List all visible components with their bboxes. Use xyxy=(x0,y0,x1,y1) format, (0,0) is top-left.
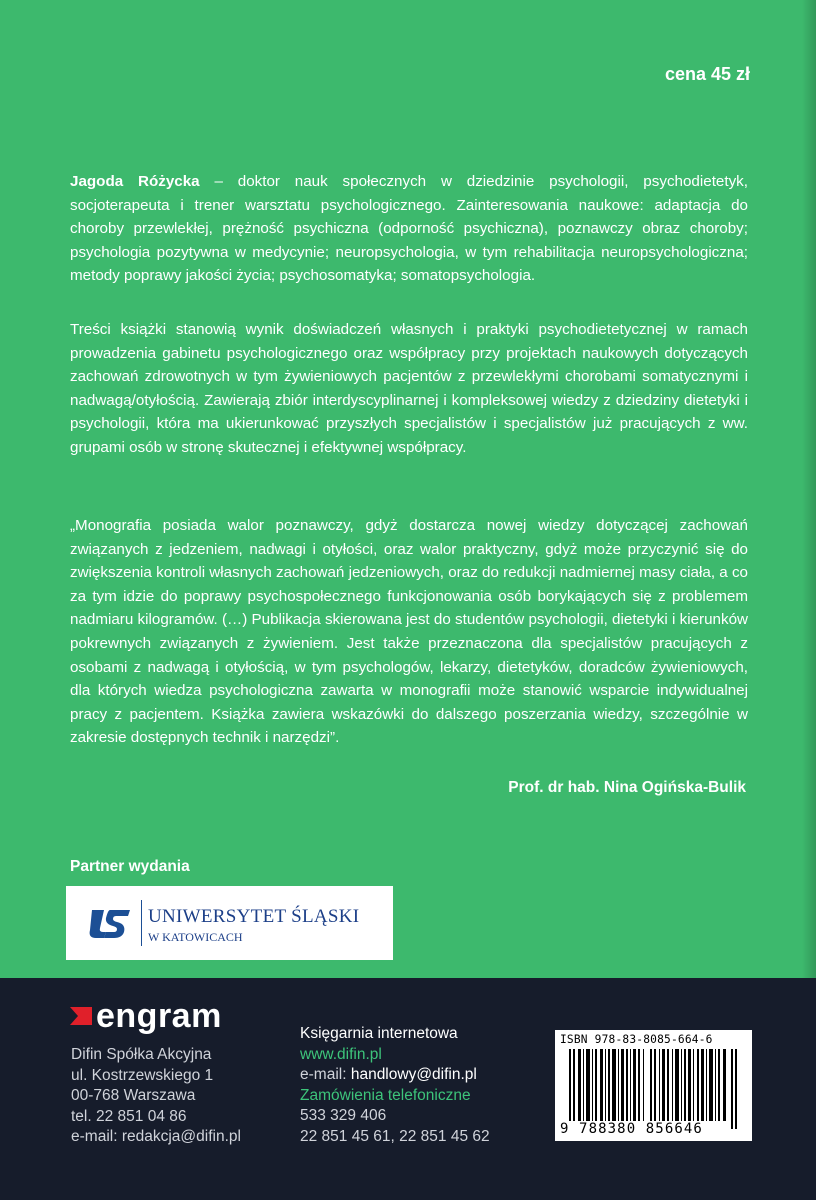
author-name: Jagoda Różycka xyxy=(70,173,200,190)
university-emblem-icon xyxy=(86,904,134,942)
phone-mobile: 533 329 406 xyxy=(300,1107,387,1124)
email-label: e-mail: xyxy=(300,1066,351,1083)
brand-name: engram xyxy=(96,996,222,1035)
email-line xyxy=(300,1065,490,1086)
address-line: Difin Spółka Akcyjna xyxy=(71,1046,212,1063)
barcode-bars xyxy=(569,1049,741,1129)
publisher-address xyxy=(71,1045,241,1148)
price-label: cena 45 zł xyxy=(664,64,750,84)
publisher-brand xyxy=(70,996,222,1036)
address-line: 00-768 Warszawa xyxy=(71,1087,196,1104)
orders-label: Zamówienia telefoniczne xyxy=(300,1086,471,1104)
partner-label: Partner wydania xyxy=(70,858,190,875)
author-bio xyxy=(70,170,748,288)
address-line: tel. 22 851 04 86 xyxy=(71,1107,187,1125)
logo-divider xyxy=(141,900,142,946)
university-logo xyxy=(66,886,393,960)
barcode-digits: 9 788380 856646 xyxy=(560,1121,703,1137)
isbn-barcode xyxy=(555,1030,752,1141)
publisher-contact xyxy=(300,1024,490,1147)
phone-landlines: 22 851 45 61, 22 851 45 62 xyxy=(300,1127,490,1145)
reviewer-signature: Prof. dr hab. Nina Ogińska-Bulik xyxy=(508,779,746,796)
website-link[interactable]: www.difin.pl xyxy=(300,1045,382,1063)
university-name: UNIWERSYTET ŚLĄSKI xyxy=(148,906,360,927)
address-line: ul. Kostrzewskiego 1 xyxy=(71,1066,214,1084)
book-description: Treści książki stanowią wynik doświadczeń własnych i praktyki psychodietetycznej w ramach prowadzenia gabinetu psychologicznego oraz współpracy przy projektach naukowych dotyczących zachowań zdrowotnych w tym żywieniowych pacjentów z przewlekłymi chorobami somatycznymi i nadwagą/otyłością. Zawierają zbiór interdyscyplinarnej i kompleksowej wiedzy z dziedziny dietetyki i psychologii, która ma ukierunkować przyszłych specjalistów i specjalistów już pracujących z ww. grupami osób w stronę skutecznej i efektywnej współpracy. xyxy=(70,321,748,456)
engram-logo-icon xyxy=(70,1005,92,1027)
address-line: e-mail: redakcja@difin.pl xyxy=(71,1128,241,1145)
bookstore-label: Księgarnia internetowa xyxy=(300,1025,458,1042)
review-quote: „Monografia posiada walor poznawczy, gdyż dostarcza nowej wiedzy dotyczącej zachowań związanych z jedzeniem, nadwagi i otyłości, oraz walor praktyczny, gdyż może przyczynić się do zwiększenia kontroli własnych zachowań jedzeniowych, oraz do redukcji nadmiernej masy ciała, a co za tym idzie do poprawy psychospołecznego funkcjonowania osób borykających się z problemem nadmiaru kilogramów. (…) Publikacja skierowana jest do studentów psychologii, dietetyki i kierunków pokrewnych związanych z żywieniem. Jest także przeznaczona dla specjalistów pracujących z osobami z nadwagą i otyłością, w tym psychologów, lekarzy, dietetyków, doradców żywieniowych, dla których wiedza psychologiczna zawarta w monografii może stanowić wsparcie indywidualnej pracy z pacjentem. Książka zawiera wskazówki do dalszego poszerzania wiedzy, szczególnie w zakresie dostępnych technik i narzędzi”. xyxy=(70,517,748,747)
email-link[interactable]: handlowy@difin.pl xyxy=(350,1066,477,1083)
author-bio-text: – doktor nauk społecznych w dziedzinie psychologii, psychodietetyk, socjoterapeuta i trener warsztatu psychologicznego. Zainteresowania naukowe: adaptacja do choroby przewlekłej, prężność psychiczna (odporność psychiczna), poznawczy obraz choroby; psychologia pozytywna w medycynie; neuropsychologia, w tym rehabilitacja neuropsychologiczna; metody poprawy jakości życia; psychosomatyka; somatopsychologia. xyxy=(70,173,748,285)
university-city: W KATOWICACH xyxy=(148,930,243,944)
isbn-text: ISBN 978-83-8085-664-6 xyxy=(560,1033,713,1046)
